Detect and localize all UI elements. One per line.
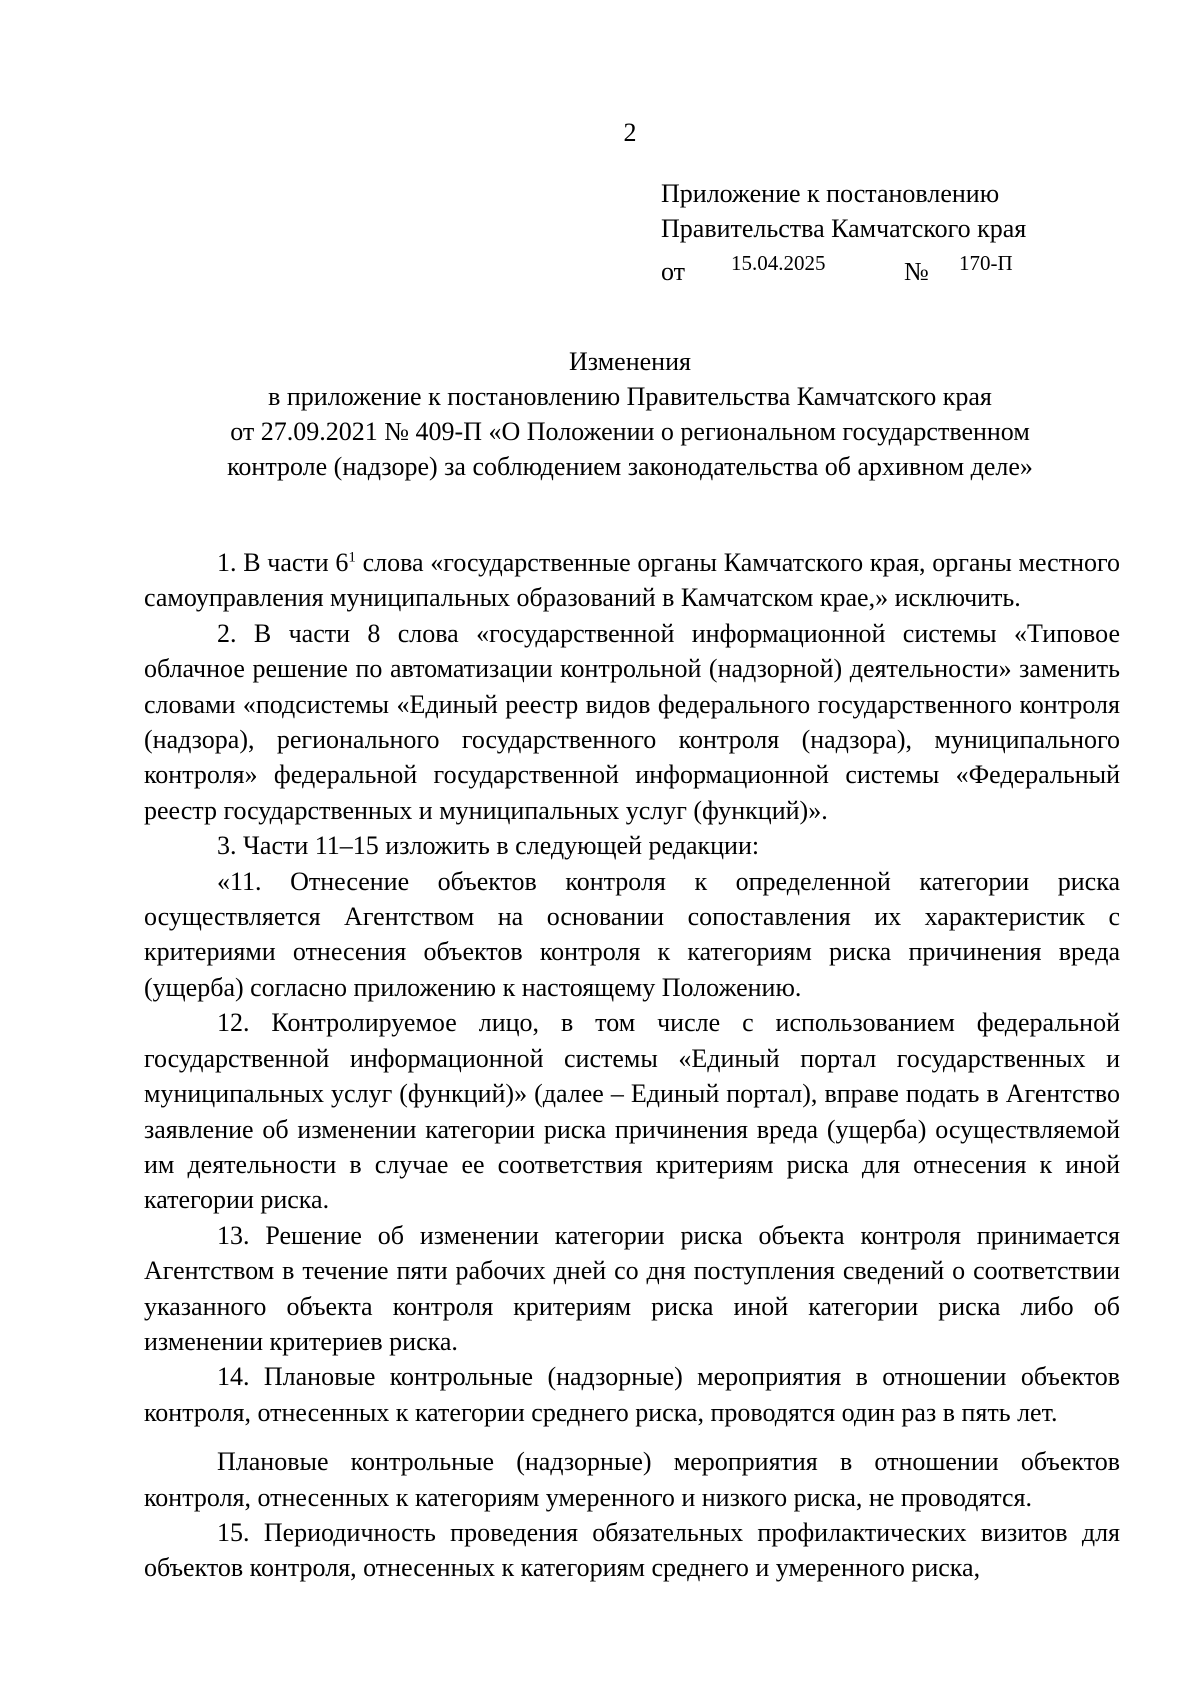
paragraph-1-start: 1. В части 6 xyxy=(217,548,349,577)
attachment-line-2: Правительства Камчатского края xyxy=(661,214,1027,243)
attachment-header xyxy=(661,176,1027,286)
paragraph-1-superscript: 1 xyxy=(348,549,356,566)
resolution-date: 15.04.2025 xyxy=(731,251,826,275)
document-title xyxy=(0,344,1200,484)
title-line-2: в приложение к постановлению Правительства Камчатского края xyxy=(268,382,992,411)
paragraph-14: 14. Плановые контрольные (надзорные) мероприятия в отношении объектов контроля, отнесенных к категории среднего риска, проводятся один раз в пять лет. xyxy=(144,1362,1120,1427)
paragraph-12: 12. Контролируемое лицо, в том числе с использованием федеральной государственной информационной системы «Единый портал государственных и муниципальных услуг (функций)» (далее – Единый портал), вправе подать в Агентство заявление об изменении категории риска причинения вреда (ущерба) осуществляемой им деятельности в случае ее соответствия критериям риска для отнесения к иной категории риска. xyxy=(144,1008,1120,1215)
paragraph-15: 15. Периодичность проведения обязательных профилактических визитов для объектов контроля, отнесенных к категориям среднего и умеренного риска, xyxy=(144,1517,1120,1583)
title-line-4: контроле (надзоре) за соблюдением законодательства об архивном деле» xyxy=(227,452,1033,481)
paragraph-11: «11. Отнесение объектов контроля к определенной категории риска осуществляется Агентством на основании сопоставления их характеристик с критериями отнесения объектов контроля к категориям риска причинения вреда (ущерба) согласно приложению к настоящему Положению. xyxy=(144,866,1120,1002)
paragraph-2: 2. В части 8 слова «государственной информационной системы «Типовое облачное решение по автоматизации контрольной (надзорной) деятельности» заменить словами «подсистемы «Единый реестр видов федерального государственного контроля (надзора), регионального государственного контроля (надзора), муниципального контроля» федеральной государственной информационной системы «Федеральный реестр государственных и муниципальных услуг (функций)». xyxy=(144,618,1120,825)
paragraph-13: 13. Решение об изменении категории риска объекта контроля принимается Агентством в течение пяти рабочих дней со дня поступления сведений о соответствии указанного объекта контроля критериям риска иной категории риска либо об изменении критериев риска. xyxy=(144,1220,1120,1356)
attachment-line-1: Приложение к постановлению xyxy=(661,179,1000,208)
paragraph-3: 3. Части 11–15 изложить в следующей редакции: xyxy=(217,831,760,861)
title-line-1: Изменения xyxy=(569,347,691,376)
number-sign: № xyxy=(904,257,929,286)
from-label: от xyxy=(661,257,686,286)
paragraph-1 xyxy=(144,545,1120,616)
paragraph-1-rest: слова «государственные органы Камчатского края, органы местного самоуправления муниципальных образований в Камчатском крае,» исключить. xyxy=(144,548,1120,613)
title-line-3: от 27.09.2021 № 409-П «О Положении о региональном государственном xyxy=(230,417,1030,446)
document-body xyxy=(144,545,1120,1586)
attachment-meta xyxy=(661,246,1026,286)
resolution-number: 170-П xyxy=(959,251,1013,275)
paragraph-14-continued: Плановые контрольные (надзорные) мероприятия в отношении объектов контроля, отнесенных к категориям умеренного и низкого риска, не проводятся. xyxy=(144,1447,1120,1512)
page-number: 2 xyxy=(623,118,637,147)
